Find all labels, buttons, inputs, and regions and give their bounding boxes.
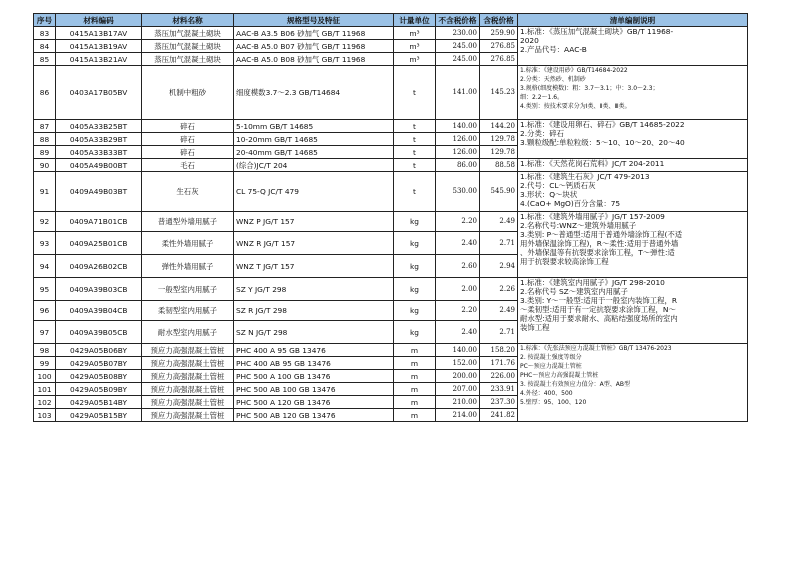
note-line: 2.分类：碎石 [520,129,565,138]
row-number: 99 [34,357,56,370]
price-ex-tax: 214.00 [436,409,480,422]
material-code: 0409A39B04CB [56,301,142,321]
spec-text: SZ R JG/T 298 [234,301,394,321]
material-name: 碎石 [142,146,234,159]
price-in-tax: 2.26 [480,278,518,301]
table-row [34,344,748,357]
price-in-tax: 233.91 [480,383,518,396]
material-code: 0429A05B07BY [56,357,142,370]
row-number: 95 [34,278,56,301]
material-name: 预应力高强混凝土管桩 [142,383,234,396]
price-in-tax: 88.58 [480,159,518,172]
header-code: 材料编码 [56,14,142,27]
note-line: 1.标准：《建筑室内用腻子》JG/T 298-2010 [520,278,665,287]
material-code: 0409A39B05CB [56,321,142,344]
header-row [34,14,748,27]
note-line: 2.代号：CL～钙质石灰 [520,181,596,190]
material-code: 0405A33B25BT [56,120,142,133]
material-price-table [33,13,748,422]
note-line: 1.标准：《蒸压加气混凝土砌块》GB/T 11968- [520,27,674,36]
note-line: 3.类别: Y～一般型:适用于一般室内装饰工程，R [520,296,678,305]
unit: t [394,133,436,146]
material-name: 机制中粗砂 [142,66,234,120]
spec-text: 20-40mm GB/T 14685 [234,146,394,159]
material-code: 0429A05B09BY [56,383,142,396]
price-in-tax: 145.23 [480,66,518,120]
spec-text: WNZ T JG/T 157 [234,255,394,278]
header-no: 序号 [34,14,56,27]
note-line: 耐水型:适用于要求耐水、高粘结强度场所的室内 [520,314,678,323]
note-line: 3. 按混凝土有效预应力值分：A型、AB型 [520,381,630,388]
row-number: 103 [34,409,56,422]
row-number: 91 [34,172,56,212]
material-name: 碎石 [142,120,234,133]
spec-text: PHC 500 AB 120 GB 13476 [234,409,394,422]
header-unit: 计量单位 [394,14,436,27]
notes-cell-sand [518,66,748,120]
row-number: 83 [34,27,56,40]
price-ex-tax: 141.00 [436,66,480,120]
price-ex-tax: 2.40 [436,321,480,344]
note-line: 4.(CaO+ MgO)百分含量：75 [520,199,621,208]
unit: t [394,159,436,172]
price-in-tax: 129.78 [480,146,518,159]
unit: m [394,409,436,422]
note-line: PHC～预应力高强混凝土管桩 [520,372,599,379]
note-line: 2. 按混凝土强度等级分 [520,354,582,361]
notes-cell-pile [518,344,748,422]
row-number: 90 [34,159,56,172]
material-code: 0415A13B17AV [56,27,142,40]
material-code: 0405A33B29BT [56,133,142,146]
table-row [34,27,748,40]
unit: m [394,383,436,396]
row-number: 88 [34,133,56,146]
note-line: 3.类别: P～普通型:适用于普通外墙涂饰工程(不适 [520,230,683,239]
material-name: 生石灰 [142,172,234,212]
header-notes: 清单编制说明 [518,14,748,27]
note-line: PC～预应力混凝土管桩 [520,363,582,370]
table-row [34,172,748,212]
unit: m [394,396,436,409]
note-line: 用于抗裂要求较高涂饰工程 [520,257,609,266]
unit: t [394,172,436,212]
material-code: 0429A05B14BY [56,396,142,409]
price-in-tax: 2.71 [480,321,518,344]
spec-text: 细度模数3.7～2.3 GB/T14684 [234,66,394,120]
row-number: 85 [34,53,56,66]
note-line: 1.标准：《先张法预应力混凝土管桩》GB/T 13476-2023 [520,345,672,352]
table-row [34,66,748,120]
price-in-tax: 226.00 [480,370,518,383]
table-row [34,120,748,133]
row-number: 87 [34,120,56,133]
material-name: 一般型室内用腻子 [142,278,234,301]
row-number: 94 [34,255,56,278]
notes-cell-rubble [518,159,748,172]
note-line: 2.分类：天然砂、机制砂 [520,76,586,83]
material-name: 预应力高强混凝土管桩 [142,344,234,357]
row-number: 92 [34,212,56,232]
notes-cell-aac [518,27,748,66]
material-code: 0409A49B03BT [56,172,142,212]
price-in-tax: 545.90 [480,172,518,212]
spec-text: (综合)JC/T 204 [234,159,394,172]
row-number: 93 [34,232,56,255]
price-ex-tax: 140.00 [436,344,480,357]
material-code: 0415A13B21AV [56,53,142,66]
price-ex-tax: 140.00 [436,120,480,133]
price-ex-tax: 200.00 [436,370,480,383]
price-in-tax: 2.49 [480,301,518,321]
price-ex-tax: 245.00 [436,53,480,66]
spec-text: PHC 400 AB 95 GB 13476 [234,357,394,370]
price-ex-tax: 530.00 [436,172,480,212]
price-ex-tax: 230.00 [436,27,480,40]
spec-text: PHC 500 AB 100 GB 13476 [234,383,394,396]
table-row [34,278,748,301]
spec-text: WNZ R JG/T 157 [234,232,394,255]
note-line: 3.形状：Q～块状 [520,190,578,199]
notes-cell-gravel [518,120,748,159]
price-ex-tax: 126.00 [436,146,480,159]
note-line: 、外墙保温等有抗裂要求涂饰工程，T～弹性:适 [520,248,675,257]
header-spec: 规格型号及特征 [234,14,394,27]
price-in-tax: 2.49 [480,212,518,232]
spec-text: SZ Y JG/T 298 [234,278,394,301]
price-ex-tax: 2.20 [436,301,480,321]
note-line: 1.标准：《建设用卵石、碎石》GB/T 14685-2022 [520,120,685,129]
price-in-tax: 171.76 [480,357,518,370]
price-in-tax: 2.71 [480,232,518,255]
price-ex-tax: 152.00 [436,357,480,370]
row-number: 89 [34,146,56,159]
material-name: 蒸压加气混凝土砌块 [142,53,234,66]
note-line: ～柔韧型:适用于有一定抗裂要求涂饰工程，N～ [520,305,676,314]
spec-text: PHC 400 A 95 GB 13476 [234,344,394,357]
unit: m [394,344,436,357]
material-code: 0405A49B00BT [56,159,142,172]
unit: kg [394,232,436,255]
row-number: 84 [34,40,56,53]
material-name: 柔韧型室内用腻子 [142,301,234,321]
spec-text: 10-20mm GB/T 14685 [234,133,394,146]
spec-text: PHC 500 A 100 GB 13476 [234,370,394,383]
material-code: 0415A13B19AV [56,40,142,53]
material-code: 0409A26B02CB [56,255,142,278]
note-line: 1.标准：《建设用砂》GB/T14684-2022 [520,67,628,74]
unit: t [394,120,436,133]
note-line: 2020 [520,36,539,45]
material-name: 预应力高强混凝土管桩 [142,370,234,383]
note-line: 2.名称代号 SZ～建筑室内用腻子 [520,287,628,296]
material-code: 0429A05B08BY [56,370,142,383]
unit: m³ [394,53,436,66]
note-line: 4.外径：400、500 [520,390,573,397]
material-code: 0429A05B15BY [56,409,142,422]
unit: kg [394,278,436,301]
row-number: 98 [34,344,56,357]
note-line: 2.名称代号:WNZ～建筑外墙用腻子 [520,221,637,230]
row-number: 97 [34,321,56,344]
header-price-ex-tax: 不含税价格 [436,14,480,27]
material-name: 预应力高强混凝土管桩 [142,396,234,409]
note-line: 1.标准：《建筑外墙用腻子》JG/T 157-2009 [520,212,665,221]
unit: m [394,370,436,383]
price-in-tax: 129.78 [480,133,518,146]
unit: kg [394,212,436,232]
price-ex-tax: 86.00 [436,159,480,172]
unit: m³ [394,40,436,53]
material-name: 碎石 [142,133,234,146]
note-line: 装饰工程 [520,323,550,332]
note-line: 1.标准：《建筑生石灰》JC/T 479-2013 [520,172,650,181]
spec-text: PHC 500 A 120 GB 13476 [234,396,394,409]
note-line: 4.类别：按技术要求分为Ⅰ类、Ⅱ类、Ⅲ类。 [520,103,631,110]
price-ex-tax: 2.20 [436,212,480,232]
unit: t [394,66,436,120]
unit: m³ [394,27,436,40]
material-code: 0409A39B03CB [56,278,142,301]
price-ex-tax: 2.40 [436,232,480,255]
material-code: 0403A17B05BV [56,66,142,120]
spec-text: AAC-B A3.5 B06 砂加气 GB/T 11968 [234,27,394,40]
price-in-tax: 2.94 [480,255,518,278]
spec-text: AAC-B A5.0 B08 砂加气 GB/T 11968 [234,53,394,66]
notes-cell-lime [518,172,748,212]
notes-cell-putty-int [518,278,748,344]
price-in-tax: 241.82 [480,409,518,422]
row-number: 100 [34,370,56,383]
price-ex-tax: 2.00 [436,278,480,301]
note-line: 用外墙保温涂饰工程)，R～柔性:适用于普通外墙 [520,239,679,248]
material-code: 0409A25B01CB [56,232,142,255]
note-line: 2.产品代号：AAC-B [520,45,587,54]
material-name: 柔性外墙用腻子 [142,232,234,255]
material-name: 预应力高强混凝土管桩 [142,409,234,422]
header-name: 材料名称 [142,14,234,27]
price-ex-tax: 245.00 [436,40,480,53]
note-line: 细：2.2～1.6。 [520,94,564,101]
spec-text: CL 75-Q JC/T 479 [234,172,394,212]
row-number: 86 [34,66,56,120]
header-price-in-tax: 含税价格 [480,14,518,27]
price-ex-tax: 2.60 [436,255,480,278]
unit: kg [394,301,436,321]
unit: kg [394,255,436,278]
price-ex-tax: 207.00 [436,383,480,396]
price-in-tax: 259.90 [480,27,518,40]
price-in-tax: 237.30 [480,396,518,409]
material-code: 0429A05B06BY [56,344,142,357]
material-code: 0405A33B33BT [56,146,142,159]
spec-text: WNZ P JG/T 157 [234,212,394,232]
price-ex-tax: 126.00 [436,133,480,146]
price-in-tax: 276.85 [480,40,518,53]
row-number: 101 [34,383,56,396]
unit: m [394,357,436,370]
price-in-tax: 158.20 [480,344,518,357]
spec-text: 5-10mm GB/T 14685 [234,120,394,133]
table-row [34,212,748,232]
table-row [34,159,748,172]
spec-text: AAC-B A5.0 B07 砂加气 GB/T 11968 [234,40,394,53]
material-name: 蒸压加气混凝土砌块 [142,27,234,40]
unit: t [394,146,436,159]
price-ex-tax: 210.00 [436,396,480,409]
material-name: 耐水型室内用腻子 [142,321,234,344]
price-in-tax: 276.85 [480,53,518,66]
spec-text: SZ N JG/T 298 [234,321,394,344]
material-name: 弹性外墙用腻子 [142,255,234,278]
row-number: 96 [34,301,56,321]
material-code: 0409A71B01CB [56,212,142,232]
notes-cell-putty-ext [518,212,748,278]
material-name: 毛石 [142,159,234,172]
material-name: 预应力高强混凝土管桩 [142,357,234,370]
note-line: 3.规格(细度模数)：粗：3.7～3.1；中：3.0～2.3； [520,85,659,92]
note-line: 5.壁厚：95、100、120 [520,399,587,406]
material-name: 蒸压加气混凝土砌块 [142,40,234,53]
material-name: 普通型外墙用腻子 [142,212,234,232]
unit: kg [394,321,436,344]
row-number: 102 [34,396,56,409]
price-in-tax: 144.20 [480,120,518,133]
note-line: 1.标准：《天然花岗石荒料》JC/T 204-2011 [520,159,665,168]
note-line: 3.颗粒级配:单粒粒级：5～10、10～20、20～40 [520,138,685,147]
